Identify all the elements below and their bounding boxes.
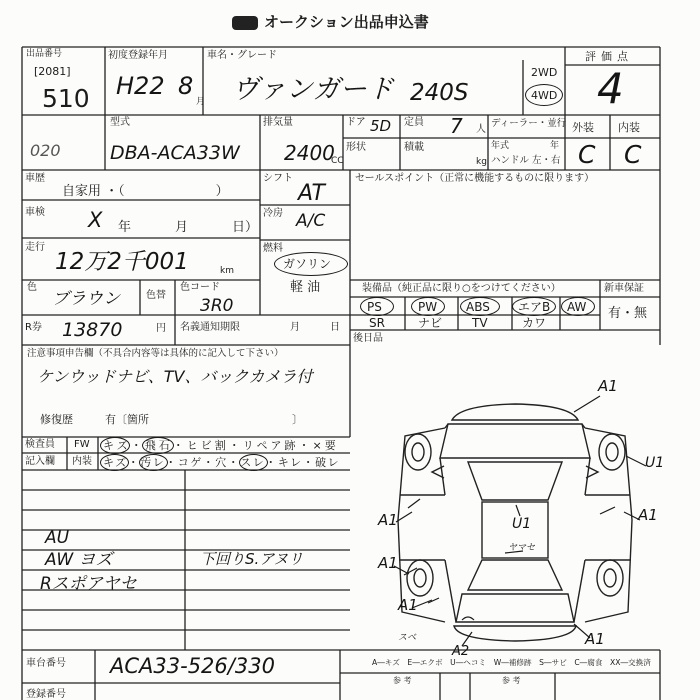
- model-year-label: 年式: [491, 141, 510, 151]
- capacity-unit: 人: [476, 124, 486, 135]
- recycle-label: R券: [25, 322, 42, 333]
- inspection-month-unit: 月: [175, 220, 189, 235]
- inspector-note-underbody: 下回りS.アヌリ: [200, 550, 304, 568]
- damage-mark-roof: U1: [512, 516, 532, 532]
- interior-label: 内装: [618, 121, 640, 134]
- warranty-label: 新車保証: [604, 283, 644, 294]
- notes-label: 注意事項申告欄（不具合内容等は具体的に記入して下さい）: [27, 348, 284, 359]
- damage-mark-left-quarter-note: スベ: [398, 633, 417, 643]
- front-bumper-outline: [452, 404, 578, 420]
- displacement-label: 排気量: [263, 117, 293, 128]
- car-grade: 240S: [410, 80, 469, 106]
- damage-mark-left-rear-door: A1: [378, 554, 398, 572]
- color-change-label: 色替: [146, 290, 166, 301]
- lot-code: [2081]: [34, 65, 71, 78]
- model-year-unit: 年: [550, 141, 560, 151]
- reference-label-1: 参 考: [393, 676, 412, 685]
- hood-outline: [440, 424, 590, 458]
- inspector-note-2: AW ヨズ: [45, 550, 113, 570]
- recycle-unit: 円: [156, 323, 166, 334]
- car-name-label: 車名・グレード: [207, 50, 277, 61]
- displacement-unit: CC: [331, 156, 344, 166]
- equipment-navi: ナビ: [418, 316, 443, 330]
- registration-number-label: 登録番号: [26, 689, 66, 700]
- selection-circle-gasoline: [274, 252, 348, 276]
- equipment-leather: カワ: [522, 316, 547, 330]
- damage-mark-left-quarter: A1: [398, 596, 418, 614]
- door-label: ドア: [346, 117, 366, 128]
- selection-circle-aw: [561, 297, 595, 316]
- model-type-label: 型式: [110, 117, 130, 128]
- shape-label: 形状: [346, 142, 366, 153]
- inspection-label: 車検: [25, 207, 45, 218]
- lot-scribble: 020: [30, 141, 61, 160]
- damage-mark-left-front-door: A1: [378, 511, 398, 529]
- score-label: 評価点: [585, 50, 633, 63]
- damage-mark-rear-bumper: A2: [452, 644, 470, 659]
- rear-window-outline: [468, 560, 562, 590]
- dealer-label: ディーラー・並行: [491, 118, 567, 129]
- warranty-value: 有・無: [608, 306, 648, 321]
- shift-label: シフト: [263, 173, 293, 184]
- history-label: 車歴: [25, 173, 45, 184]
- equipment-label: 装備品（純正品に限り○をつけてください）: [362, 283, 561, 294]
- load-unit: kg: [476, 157, 487, 167]
- inspector-row1-head: FW: [74, 439, 90, 450]
- drive-2wd: 2WD: [531, 66, 558, 79]
- ac-label: 冷房: [263, 208, 283, 219]
- first-registration-year: H22: [116, 72, 165, 100]
- front-left-wheel: [405, 434, 431, 470]
- repair-history-label: 修復歴: [40, 413, 73, 426]
- lot-number: 510: [42, 84, 90, 113]
- rear-left-wheel: [407, 560, 433, 596]
- equipment-pw: PW: [418, 300, 438, 314]
- color-code: 3R0: [200, 296, 234, 316]
- door-value: 5D: [370, 117, 392, 135]
- selection-circle-airbag: [512, 297, 556, 316]
- mark-circle-interior-stain: [139, 454, 168, 471]
- recycle-value: 13870: [62, 319, 123, 341]
- equipment-airbag: エアB: [518, 300, 551, 314]
- displacement-value: 2400: [284, 141, 335, 165]
- equipment-abs: ABS: [466, 300, 490, 314]
- handle-side: ハンドル 左・右: [491, 155, 561, 166]
- ac-value: A/C: [296, 211, 326, 231]
- windshield-outline: [468, 462, 562, 500]
- shift-value: AT: [298, 181, 325, 206]
- mileage-value: 12万2千001: [55, 249, 189, 275]
- drive-4wd: 4WD: [531, 89, 558, 102]
- inspector-entry-label: 記入欄: [25, 456, 55, 467]
- capacity-value: 7: [450, 114, 463, 138]
- damage-mark-right-front-fender: U1: [645, 455, 665, 471]
- mark-circle-chip: [142, 437, 174, 454]
- damage-mark-right-quarter: A1: [585, 630, 605, 648]
- equipment-tv: TV: [472, 316, 488, 330]
- load-label: 積載: [404, 142, 424, 153]
- fuel-gasoline: ガソリン: [283, 257, 332, 271]
- damage-legend: A―キズ E―エクボ U―ヘコミ W―補修跡 S―サビ C―腐食 XX―交換済: [372, 658, 651, 667]
- mark-circle-interior-scratch: [100, 454, 129, 471]
- rear-right-wheel: [597, 560, 623, 596]
- mileage-label: 走行: [25, 242, 45, 253]
- damage-mark-front-bumper: A1: [598, 377, 618, 395]
- selection-circle-ps: [360, 297, 394, 316]
- first-registration-month: 8: [178, 72, 194, 100]
- selection-circle-pw: [411, 297, 445, 316]
- notes-text: ケンウッドナビ、TV、バックカメラ付: [37, 367, 313, 386]
- rear-bumper-outline: [454, 626, 576, 641]
- inspector-label: 検査員: [25, 439, 55, 450]
- name-deadline-month: 月: [290, 322, 300, 333]
- later-items-label: 後日品: [353, 333, 383, 344]
- history-value: 自家用 ・（ ）: [62, 184, 229, 199]
- lot-number-label: 出品番号: [26, 49, 63, 59]
- inspection-day-unit: 日）: [232, 220, 259, 235]
- model-type: DBA-ACA33W: [110, 142, 240, 164]
- car-name: ヴァンガード: [232, 74, 394, 105]
- selection-circle-4wd: [525, 84, 563, 106]
- damage-mark-rear-glass: ヤマセ: [508, 543, 536, 553]
- fuel-label: 燃料: [263, 243, 283, 254]
- name-deadline-label: 名義通知期限: [180, 322, 240, 333]
- trunk-outline: [456, 594, 574, 622]
- color-code-label: 色コード: [180, 282, 220, 293]
- exterior-label: 外装: [572, 121, 594, 134]
- fuel-diesel: 軽 油: [290, 280, 321, 295]
- front-right-wheel: [599, 434, 625, 470]
- chassis-number-label: 車台番号: [26, 658, 66, 669]
- color-value: ブラウン: [52, 289, 120, 309]
- first-registration-month-unit: 月: [196, 97, 206, 107]
- sales-point-label: セールスポイント（正常に機能するものに限ります）: [355, 173, 595, 184]
- repair-history-value: 有〔箇所 〕: [105, 413, 303, 426]
- capacity-label: 定員: [404, 117, 424, 128]
- inspection-year-unit: 年: [118, 220, 132, 235]
- inspector-row2-items: キズ・汚レ・コゲ・穴・スレ・キレ・破レ: [103, 456, 341, 469]
- interior-grade: C: [624, 140, 642, 169]
- damage-mark-right-front-door: A1: [638, 506, 658, 524]
- inspection-year: X: [88, 208, 103, 232]
- mark-circle-interior-wear: [239, 454, 268, 471]
- form-title: オークション出品申込書: [264, 13, 429, 31]
- inspector-row2-head: 内装: [72, 456, 92, 467]
- equipment-sr: SR: [369, 316, 385, 330]
- mileage-unit: km: [220, 266, 234, 276]
- equipment-ps: PS: [367, 300, 382, 314]
- inspector-note-3: Rスポアヤセ: [40, 574, 137, 594]
- name-deadline-day: 日: [330, 322, 340, 333]
- inspector-note-1: AU: [45, 528, 70, 548]
- equipment-aw: AW: [567, 300, 587, 314]
- score-value: 4: [597, 64, 624, 113]
- first-registration-label: 初度登録年月: [108, 50, 168, 61]
- selection-circle-abs: [460, 297, 500, 316]
- reference-label-2: 参 考: [502, 676, 521, 685]
- exterior-grade: C: [578, 140, 596, 169]
- inspector-row1-items: キズ・飛石・ヒビ割・リペア跡・×要: [103, 439, 339, 452]
- chassis-number: ACA33-526/330: [110, 654, 275, 678]
- mark-circle-scratch: [100, 437, 130, 454]
- color-label: 色: [27, 282, 37, 293]
